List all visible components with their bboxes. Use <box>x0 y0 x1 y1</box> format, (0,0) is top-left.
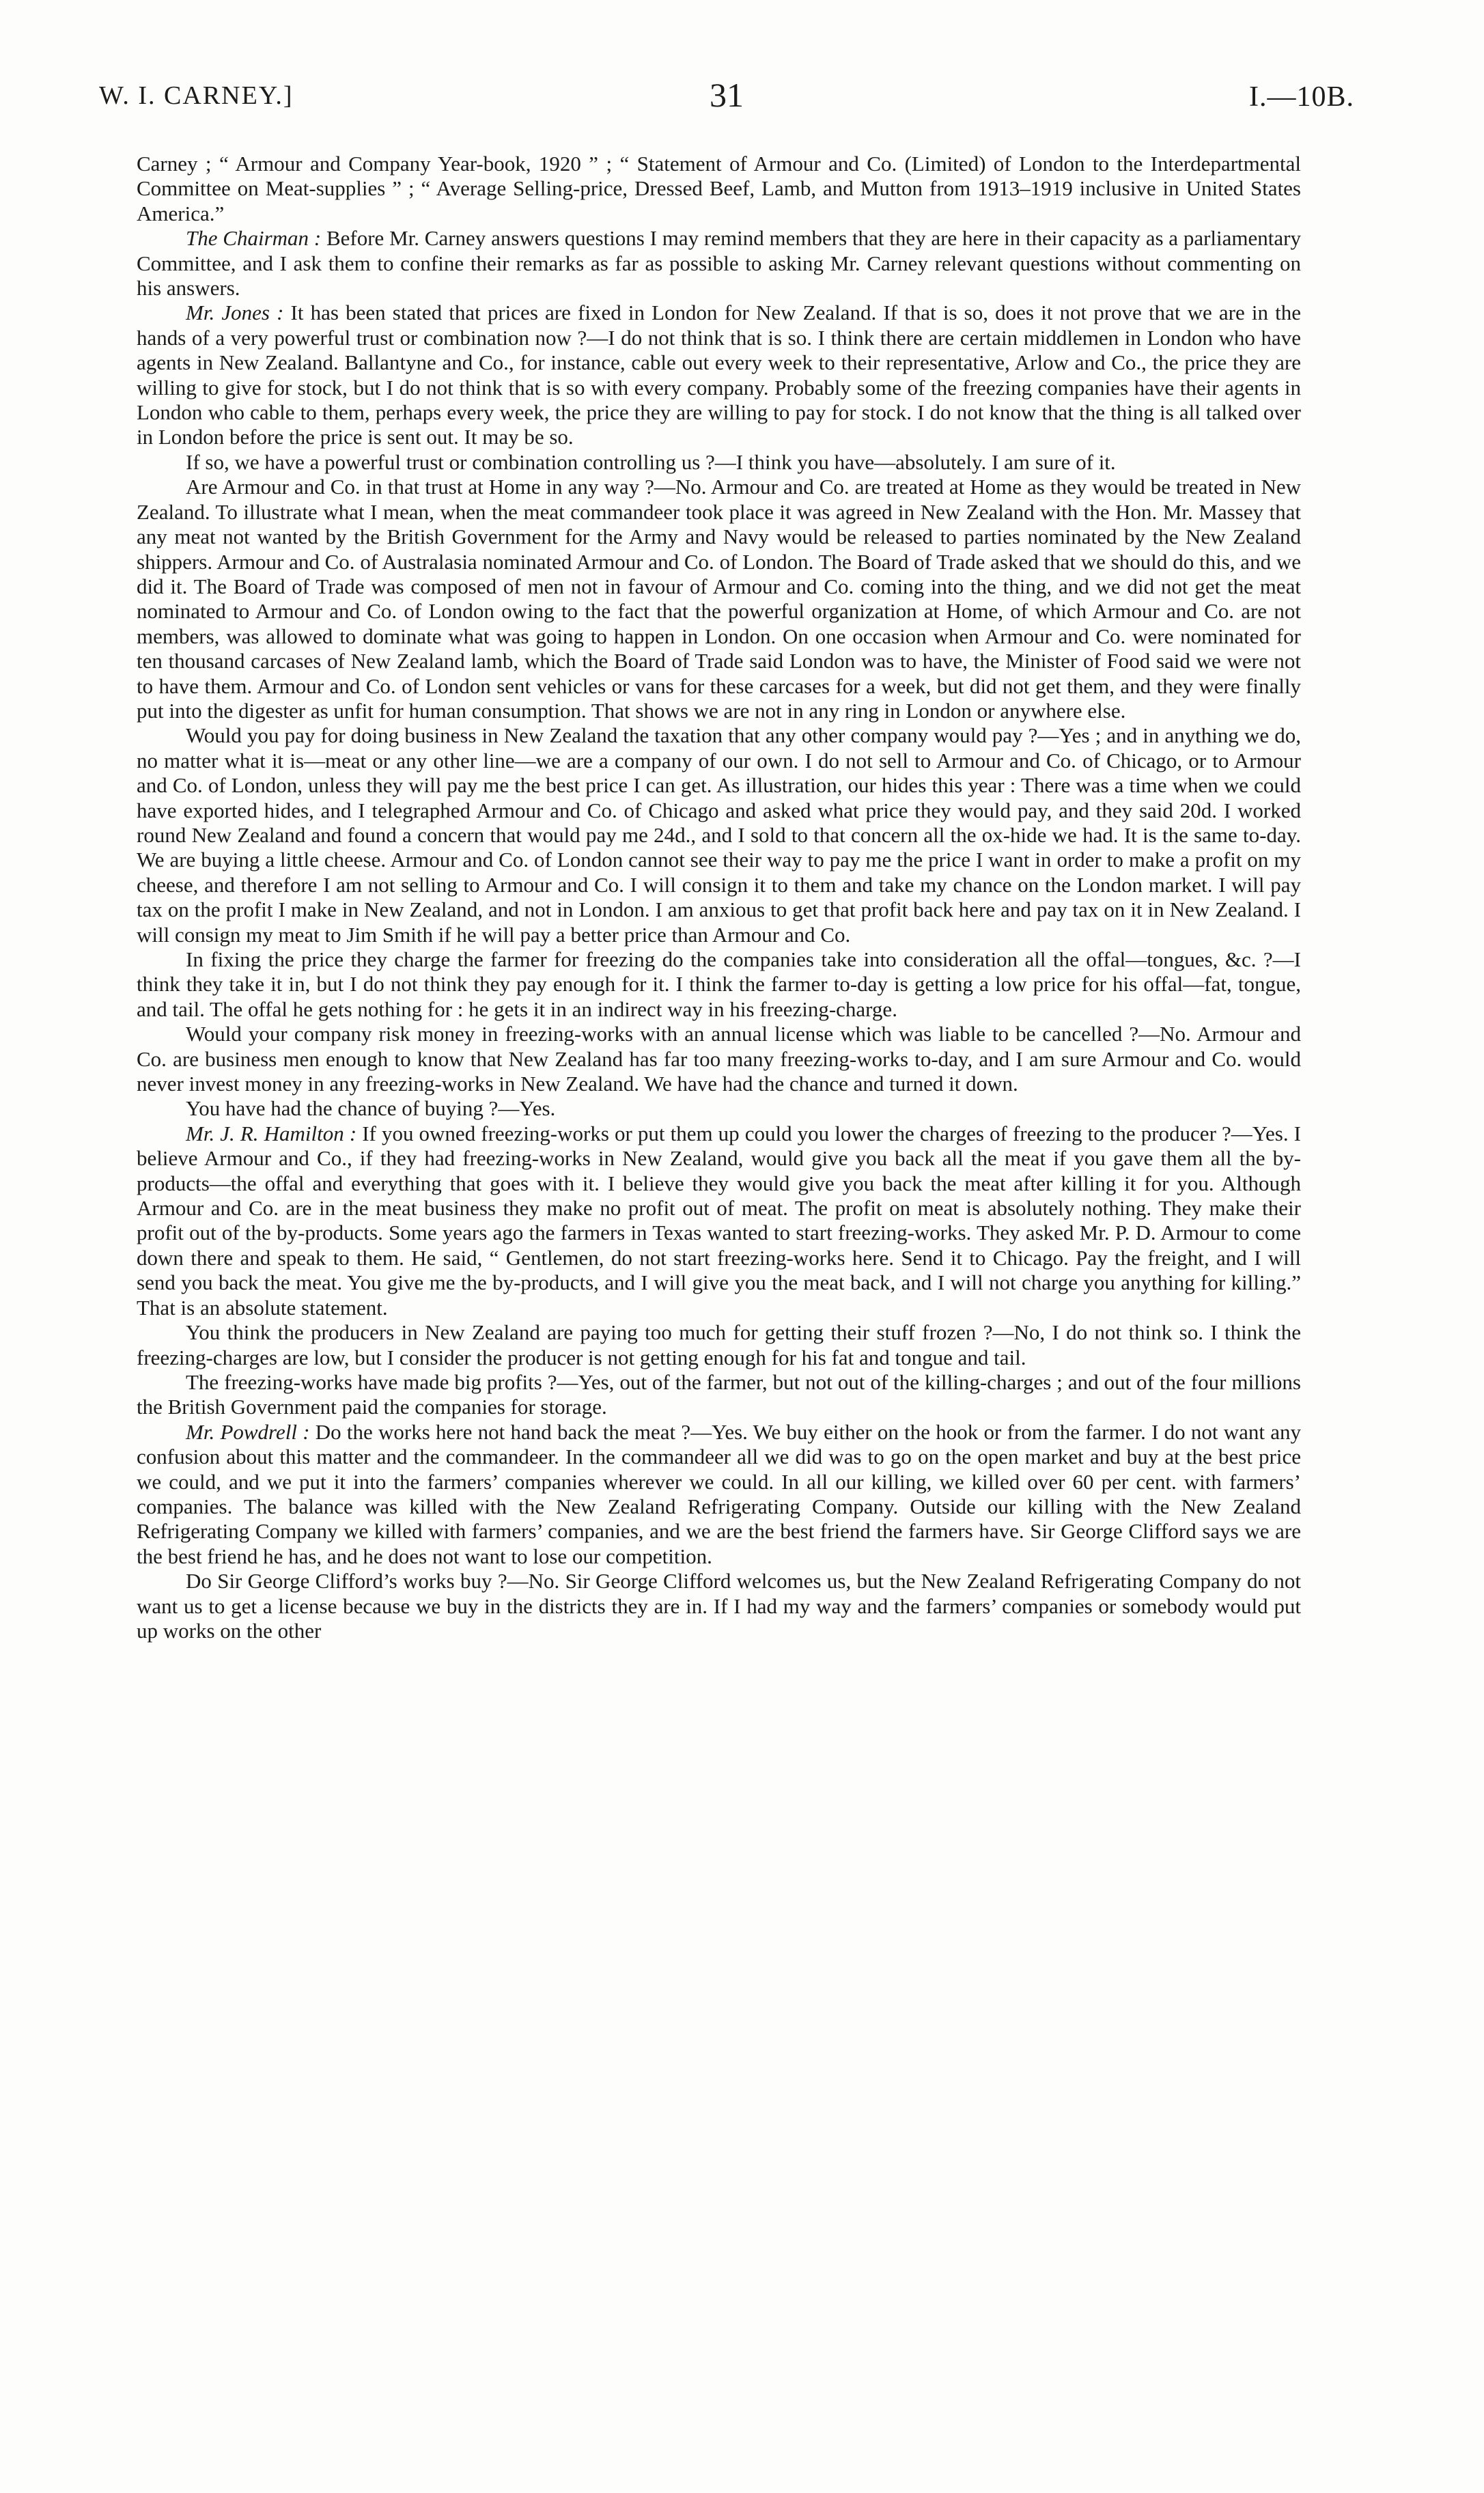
paragraph <box>137 1022 1301 1096</box>
paragraph-text: Before Mr. Carney answers questions I may remind members that they are here in their capacity as a parliamentary Committee, and I ask them to confine their remarks as far as possible to asking Mr. Carney relevant questions without commenting on his answers. <box>137 226 1301 301</box>
paragraph <box>137 475 1301 723</box>
paragraph <box>137 1320 1301 1370</box>
paragraph-text: You think the producers in New Zealand are paying too much for getting their stuff frozen ?—No, I do not think so. I think the freezing-charges are low, but I consider the producer is not getting enough for his fat and tongue and tail. <box>137 1320 1301 1369</box>
page-header <box>99 76 1354 128</box>
speaker-name: Mr. J. R. Hamilton : <box>186 1121 357 1145</box>
paragraph-text: Do Sir George Clifford’s works buy ?—No. Sir George Clifford welcomes us, but the New Zealand Refrigerating Company do not want us to get a license because we buy in the districts they are in. If I had my way and the farmers’ companies or somebody would put up works on the other <box>137 1569 1301 1643</box>
paragraph-text: In fixing the price they charge the farmer for freezing do the companies take into consideration all the offal—tongues, &c. ?—I think they take it in, but I do not think they pay enough for it. I think the farmer to-day is getting a low price for his offal—fat, tongue, and tail. The offal he gets nothing for : he gets it in an indirect way in his freezing-charge. <box>137 947 1301 1021</box>
speaker-name: Mr. Powdrell : <box>186 1419 310 1444</box>
paragraph <box>137 1370 1301 1420</box>
paragraph-text: It has been stated that prices are fixed in London for New Zealand. If that is so, does it not prove that we are in the hands of a very powerful trust or combination now ?—I do not think that is so. I think there are certain middlemen in London who have agents in New Zealand. Ballantyne and Co., for instance, cable out every week to their representative, Arlow and Co., the price they are willing to give for stock, but I do not think that is so with every company. Probably some of the freezing companies have their agents in London who cable to them, perhaps every week, the price they are willing to pay for stock. I do not know that the thing is all talked over in London before the price is sent out. It may be so. <box>137 301 1301 449</box>
paragraph <box>137 723 1301 947</box>
witness-name: W. I. CARNEY.] <box>99 81 294 110</box>
paragraph-text: Are Armour and Co. in that trust at Home in any way ?—No. Armour and Co. are treated at Home as they would be treated in New Zealand. To illustrate what I mean, when the meat commandeer took place it was agreed in New Zealand with the Hon. Mr. Massey that any meat not wanted by the British Government for the Army and Navy would be released to parties nominated by the New Zealand shippers. Armour and Co. of Australasia nominated Armour and Co. of London. The Board of Trade asked that we should do this, and we did it. The Board of Trade was composed of men not in favour of Armour and Co. coming into the thing, and we did not get the meat nominated to Armour and Co. of London owing to the fact that the powerful organization at Home, of which Armour and Co. are not members, was allowed to dominate what was going to happen in London. On one occasion when Armour and Co. were nominated for ten thousand carcases of New Zealand lamb, which the Board of Trade said London was to have, the Minister of Food said we were not to have them. Armour and Co. of London sent vehicles or vans for these carcases for a week, but did not get them, and they were finally put into the digester as unfit for human consumption. That shows we are not in any ring in London or anywhere else. <box>137 475 1301 723</box>
paragraph-text: If so, we have a powerful trust or combination controlling us ?—I think you have—absolutely. I am sure of it. <box>186 449 1116 474</box>
paper-reference: I.—10B. <box>1249 81 1354 113</box>
paragraph <box>137 226 1301 301</box>
speaker-name: The Chairman : <box>186 226 322 251</box>
paragraph <box>137 450 1301 475</box>
paragraph <box>137 301 1301 449</box>
paragraph <box>137 1420 1301 1569</box>
page-number: 31 <box>710 76 744 114</box>
paragraph-text: Carney ; “ Armour and Company Year-book, 1920 ” ; “ Statement of Armour and Co. (Limited) of London to the Interdepartmental Committee on Meat-supplies ” ; “ Average Selling-price, Dressed Beef, Lamb, and Mutton from 1913–1919 inclusive in United States America.” <box>137 152 1301 225</box>
testimony-body <box>137 152 1301 1643</box>
paragraph-text: The freezing-works have made big profits ?—Yes, out of the farmer, but not out of the killing-charges ; and out of the four millions the British Government paid the companies for storage. <box>137 1369 1301 1419</box>
paragraph-text: Would your company risk money in freezing-works with an annual license which was liable to be cancelled ?—No. Armour and Co. are business men enough to know that New Zealand has far too many freezing-works to-day, and I am sure Armour and Co. would never invest money in any freezing-works in New Zealand. We have had the chance and turned it down. <box>137 1022 1301 1096</box>
speaker-name: Mr. Jones : <box>186 301 284 325</box>
paragraph <box>137 1122 1301 1320</box>
paragraph <box>137 1096 1301 1121</box>
paragraph <box>137 947 1301 1022</box>
paragraph-text: If you owned freezing-works or put them up could you lower the charges of freezing to the producer ?—Yes. I believe Armour and Co., if they had freezing-works in New Zealand, would give you back all the meat if you gave them all the by-products—the offal and everything that goes with it. I believe they would give you back the meat after killing it for you. Although Armour and Co. are in the meat business they make no profit out of meat. The profit on meat is absolutely nothing. They make their profit out of the by-products. Some years ago the farmers in Texas wanted to start freezing-works. They asked Mr. P. D. Armour to come down there and speak to them. He said, “ Gentlemen, do not start freezing-works here. Send it to Chicago. Pay the freight, and I will send you back the meat. You give me the by-products, and I will give you the meat back, and I will not charge you anything for killing.” That is an absolute statement. <box>137 1121 1301 1320</box>
paragraph-text: You have had the chance of buying ?—Yes. <box>186 1096 556 1121</box>
paragraph-text: Would you pay for doing business in New Zealand the taxation that any other company would pay ?—Yes ; and in anything we do, no matter what it is—meat or any other line—we are a company of our own. I do not sell to Armour and Co. of Chicago, or to Armour and Co. of London, unless they will pay me the best price I can get. As illustration, our hides this year : There was a time when we could have exported hides, and I telegraphed Armour and Co. of Chicago and asked what price they would pay, and they said 20d. I worked round New Zealand and found a concern that would pay me 24d., and I sold to that concern all the ox-hide we had. It is the same to-day. We are buying a little cheese. Armour and Co. of London cannot see their way to pay me the price I want in order to make a profit on my cheese, and therefore I am not selling to Armour and Co. I will consign it to them and take my chance on the London market. I will pay tax on the profit I make in New Zealand, and not in London. I am anxious to get that profit back here and pay tax on it in New Zealand. I will consign my meat to Jim Smith if he will pay a better price than Armour and Co. <box>137 723 1301 947</box>
paragraph <box>137 1569 1301 1643</box>
paragraph <box>137 152 1301 226</box>
paragraph-text: Do the works here not hand back the meat ?—Yes. We buy either on the hook or from the farmer. I do not want any confusion about this matter and the commandeer. In the commandeer all we did was to go on the open market and buy at the best price we could, and we put it into the farmers’ companies wherever we could. In all our killing, we killed over 60 per cent. with farmers’ companies. The balance was killed with the New Zealand Refrigerating Company. Outside our killing with the New Zealand Refrigerating Company we killed with farmers’ companies, and we are the best friend the farmers have. Sir George Clifford says we are the best friend he has, and he does not want to lose our competition. <box>137 1419 1301 1568</box>
